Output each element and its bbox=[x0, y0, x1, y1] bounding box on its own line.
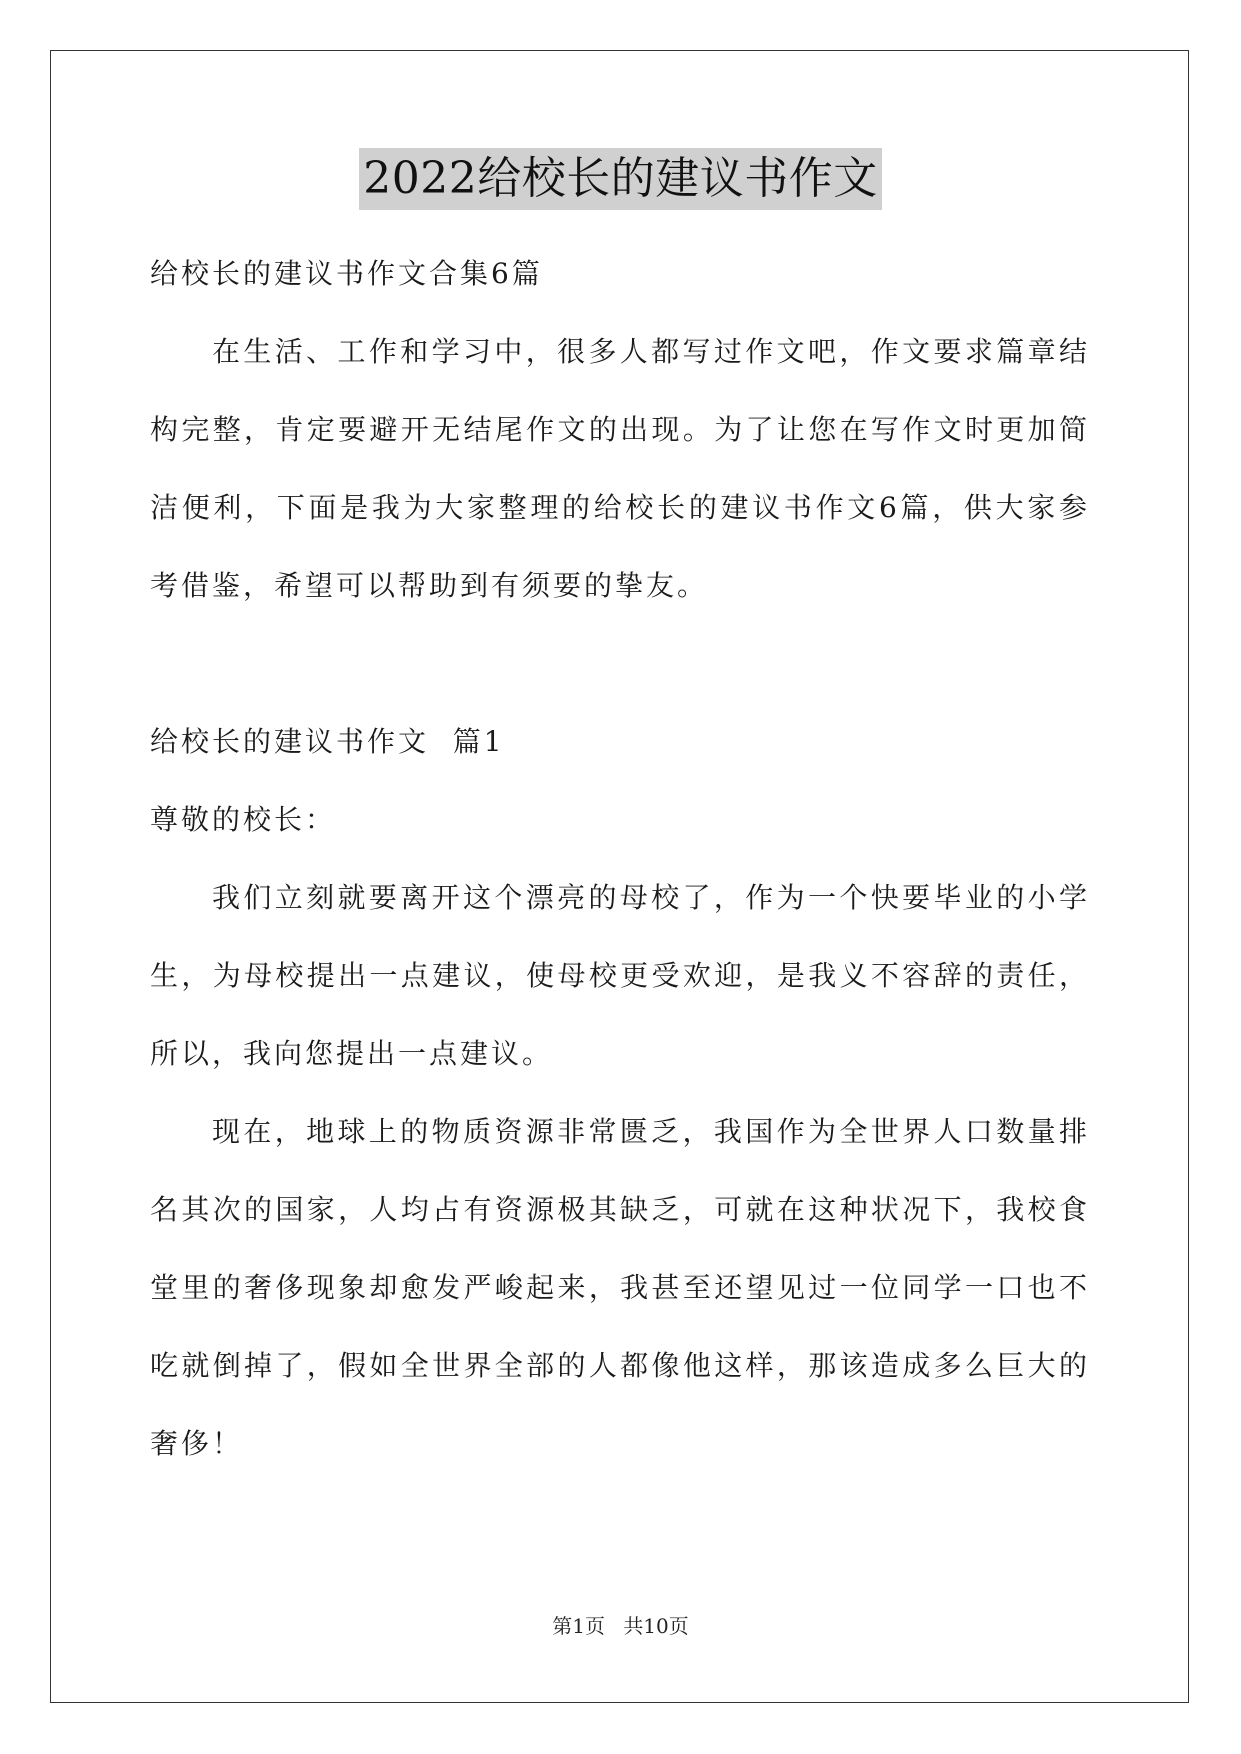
spacer bbox=[150, 625, 1090, 703]
body-paragraph-2: 现在，地球上的物质资源非常匮乏，我国作为全世界人口数量排名其次的国家，人均占有资源极其缺乏，可就在这种状况下，我校食堂里的奢侈现象却愈发严峻起来，我甚至还望见过一位同学一口也不吃就倒掉了，假如全世界全部的人都像他这样，那该造成多么巨大的奢侈！ bbox=[150, 1115, 1090, 1460]
document-title: 2022给校长的建议书作文 bbox=[359, 148, 881, 210]
body-paragraph-1: 我们立刻就要离开这个漂亮的母校了，作为一个快要毕业的小学生，为母校提出一点建议，使母校更受欢迎，是我义不容辞的责任，所以，我向您提出一点建议。 bbox=[150, 881, 1090, 1070]
document-body bbox=[150, 235, 1090, 1483]
intro-paragraph: 在生活、工作和学习中，很多人都写过作文吧，作文要求篇章结构完整，肯定要避开无结尾作文的出现。为了让您在写作文时更加简洁便利，下面是我为大家整理的给校长的建议书作文6篇，供大家参考借鉴，希望可以帮助到有须要的挚友。 bbox=[150, 335, 1090, 602]
page-number: 第1页 bbox=[552, 1614, 605, 1638]
total-pages: 共10页 bbox=[623, 1614, 689, 1638]
salutation: 尊敬的校长： bbox=[150, 803, 337, 836]
collection-subtitle: 给校长的建议书作文合集6篇 bbox=[150, 257, 543, 290]
page-footer bbox=[0, 1610, 1241, 1639]
section-heading: 给校长的建议书作文 篇1 bbox=[150, 725, 505, 758]
title-container bbox=[0, 148, 1241, 210]
